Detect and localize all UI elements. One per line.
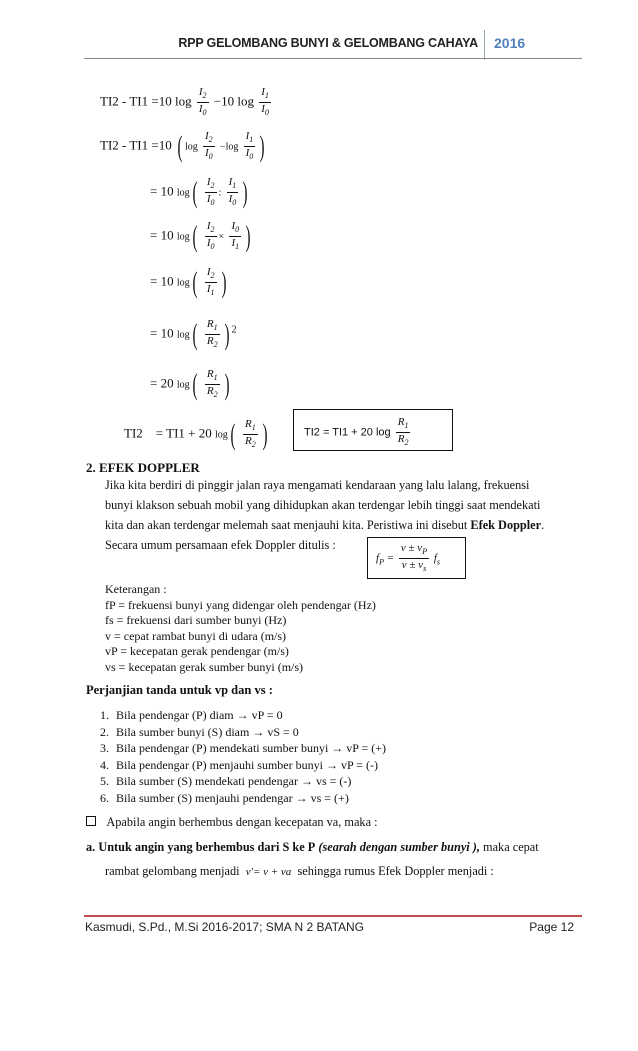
header-separator <box>484 30 485 60</box>
angin-case-a-line2: rambat gelombang menjadi v'= v + va sehingga rumus Efek Doppler menjadi : <box>105 864 494 878</box>
header-year: 2016 <box>494 35 526 51</box>
perjanjian-list: 1. Bila pendengar (P) diam → vP = 0 2. Bila sumber bunyi (S) diam → vS = 0 3. Bila pendengar (P) mendekati sumber bunyi → vP = (+) 4. Bila pendengar (P) menjauhi sumber bunyi → vP = (-) 5. Bila sumber (S) mendekati pendengar → vs = (-) 6. Bila sumber (S) menjauhi pendengar → vs = (+) <box>100 708 387 805</box>
footer-rule <box>84 915 582 917</box>
doppler-paragraph: Jika kita berdiri di pinggir jalan raya mengamati kendaraan yang lalu lalang, frekuensi bunyi klakson sebuah mobil yang dihidupkan akan terdengar lebih tinggi saat mendekati kita dan akan terdengar melemah saat menjauhi kita. Peristiwa ini disebut Efek Doppler. Secara umum persamaan efek Doppler ditulis : <box>105 478 545 552</box>
equation-7: = 20 log( $\frac{R_1}{R_2}$ ) <box>150 367 230 401</box>
boxed-formula: TI2 = TI1 + 20 log $\frac{R_1}{R_2}$ <box>293 409 453 451</box>
equation-5: = 10 log( $\frac{I_2}{I_1}$ ) <box>150 265 227 299</box>
angin-bullet: Apabila angin berhembus dengan kecepatan va, maka : <box>86 815 378 830</box>
equation-4: = 10 log( $\frac{I_2}{I_0}$ × $\frac{I_0}{I_1}$ ) <box>150 219 251 253</box>
checkbox-bullet-icon <box>86 816 96 826</box>
equation-6: = 10 log( $\frac{R_1}{R_2}$ ) $^2$ <box>150 317 237 351</box>
doppler-formula-box: $f_P$ = $\frac{v \pm v_P}{v \pm v_s}$ $f_s$ <box>367 537 466 579</box>
angin-case-a: a. Untuk angin yang berhembus dari S ke P (searah dengan sumber bunyi ), maka cepat <box>86 840 539 854</box>
perjanjian-title: Perjanjian tanda untuk vp dan vs : <box>86 683 273 697</box>
equation-2: TI2 - TI1 =10 ( log $\frac{I_2}{I_0}$ −log $\frac{I_1}{I_0}$ ) <box>100 129 265 163</box>
equation-3: = 10 log( $\frac{I_2}{I_0}$ : $\frac{I_1}{I_0}$ ) <box>150 175 248 209</box>
header-rule <box>84 58 582 59</box>
footer-author: Kasmudi, S.Pd., M.Si 2016-2017; SMA N 2 BATANG <box>85 920 365 934</box>
keterangan-list: Keterangan : fP = frekuensi bunyi yang didengar oleh pendengar (Hz) fs = frekuensi dari sumber bunyi (Hz) v = cepat rambat bunyi di udara (m/s) vP = kecepatan gerak pendengar (m/s) vs = kecepatan gerak sumber bunyi (m/s) <box>105 582 376 674</box>
page-number: Page 12 <box>529 920 574 934</box>
header-title: RPP GELOMBANG BUNYI & GELOMBANG CAHAYA <box>178 36 478 50</box>
section-heading: 2. EFEK DOPPLER <box>86 460 200 475</box>
page-header <box>0 32 638 62</box>
equation-8: TI2 = TI1 + 20 log( $\frac{R_1}{R_2}$ ) <box>124 417 268 451</box>
equation-1: TI2 - TI1 =10 log $\frac{I_2}{I_0}$ −10 log $\frac{I_1}{I_0}$ <box>100 86 269 118</box>
